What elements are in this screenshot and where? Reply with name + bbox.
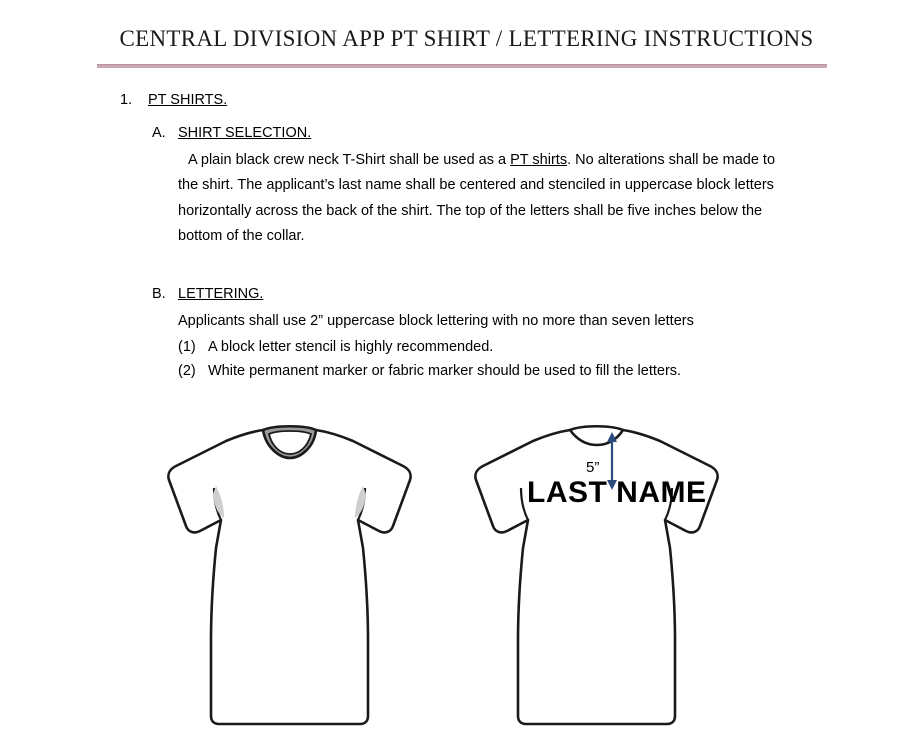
list-item-text: A block letter stencil is highly recommended. xyxy=(208,338,494,355)
list-item xyxy=(178,360,798,384)
list-item-number: (1) xyxy=(178,338,196,355)
tshirt-diagram-svg xyxy=(0,408,923,740)
section-1 xyxy=(120,90,923,111)
subsection-b-heading: LETTERING. xyxy=(178,285,264,302)
document-body xyxy=(0,68,923,384)
subsection-a-paragraph xyxy=(178,148,798,250)
shirt-illustrations xyxy=(0,408,923,740)
page-title: CENTRAL DIVISION APP PT SHIRT / LETTERING INSTRUCTIONS xyxy=(119,26,814,51)
subsection-a-text-underlined: PT shirts xyxy=(510,152,568,169)
subsection-a-marker: A. xyxy=(152,125,166,142)
subsection-b-marker: B. xyxy=(152,285,166,302)
list-item-number: (2) xyxy=(178,362,196,379)
subsection-b xyxy=(152,284,923,305)
spacer xyxy=(0,250,923,272)
list-item-text: White permanent marker or fabric marker should be used to fill the letters. xyxy=(208,362,682,379)
measurement-label: 5” xyxy=(586,459,600,476)
title-block xyxy=(0,0,923,68)
section-1-heading: PT SHIRTS. xyxy=(148,92,228,108)
subsection-b-paragraph: Applicants shall use 2” uppercase block lettering with no more than seven letters xyxy=(178,312,694,329)
subsection-a-text-part2: . No alterations shall be made to the shirt. The applicant’s last name shall be centered and stenciled in uppercase block letters horizontally across the back of the shirt. The top of the letters shall be five inches below the bottom of the collar. xyxy=(178,152,776,245)
section-1-marker: 1. xyxy=(120,92,133,108)
subsection-a-text-part1: A plain black crew neck T-Shirt shall be used as a xyxy=(188,152,511,169)
subsection-a xyxy=(152,123,923,144)
subsection-b-list xyxy=(178,336,798,384)
front-shirt-body xyxy=(168,430,410,724)
front-view-tshirt xyxy=(168,426,410,724)
subsection-a-heading: SHIRT SELECTION. xyxy=(178,125,312,142)
back-shirt-lettering: LAST NAME xyxy=(527,476,707,509)
list-item xyxy=(178,336,798,360)
